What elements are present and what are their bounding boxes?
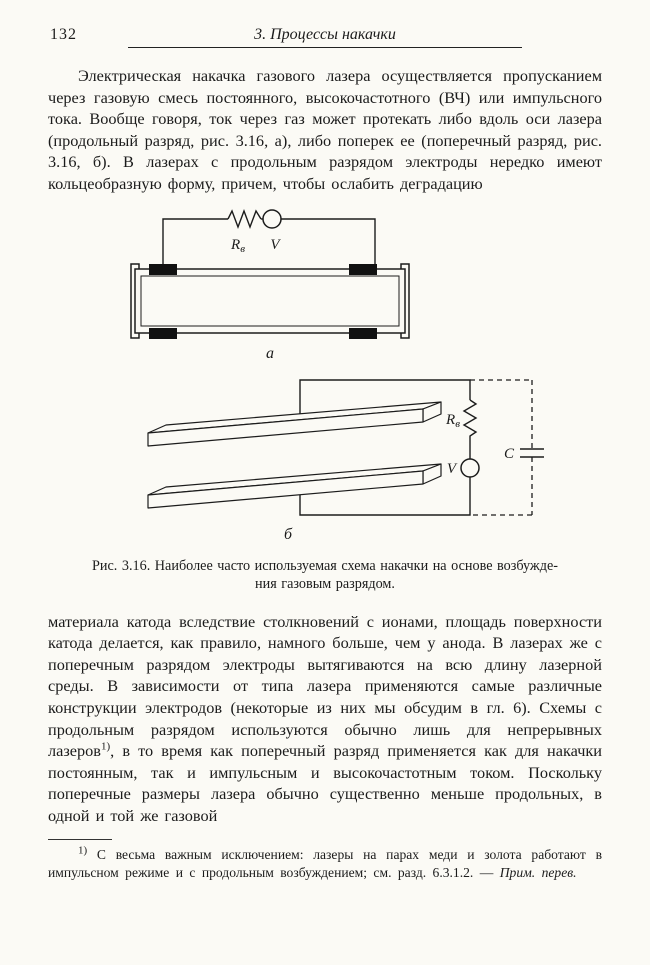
circuit-wires-a xyxy=(163,210,375,265)
footnote-text: С весьма важным исключением: лазеры на парах меди и золота работают в импульсном режиме и с продольным возбуждением; см. разд. 6.3.1.2. — xyxy=(48,846,602,881)
electrode-top-left xyxy=(149,264,177,275)
electrode-bottom-right xyxy=(349,328,377,339)
figure-a-label: а xyxy=(266,344,274,361)
header-rule xyxy=(128,47,522,48)
paragraph-2 xyxy=(48,611,602,827)
footnote xyxy=(48,843,602,883)
footnote-reference: 1) xyxy=(100,740,111,753)
capacitor-icon xyxy=(520,449,544,457)
laser-tube xyxy=(131,264,409,339)
figure-a-diagram xyxy=(129,207,419,361)
footnote-marker: 1) xyxy=(78,843,88,856)
wire-right xyxy=(281,219,375,265)
ballast-resistor-icon-b xyxy=(464,400,476,440)
ballast-resistor-icon xyxy=(228,211,261,227)
running-header: 3. Процессы накачки xyxy=(254,26,396,43)
figure-caption-line2: ния газовым разрядом. xyxy=(255,575,395,592)
wire-left xyxy=(163,219,228,265)
figure-caption-line1: Рис. 3.16. Наиболее часто используемая схема накачки на основе возбужде- xyxy=(92,557,558,574)
paragraph-2-text-cont: , в то время как поперечный разряд применяется как для накачки постоянным, так и импульсным и высокочастотным током. Поскольку поперечные размеры лазера обычно существенно меньше продольных, в одной и той же газовой xyxy=(48,741,602,825)
footnote-rule xyxy=(48,839,112,840)
tube-outer-wall xyxy=(135,269,405,333)
figure-b-diagram xyxy=(140,365,550,543)
electrode-slabs xyxy=(148,402,441,508)
figure-b-label: б xyxy=(283,525,293,543)
footnote-translator-note: Прим. перев. xyxy=(499,865,577,881)
capacitor-label: C xyxy=(503,445,514,462)
electrode-bottom-left xyxy=(149,328,177,339)
page-number: 132 xyxy=(50,26,77,43)
voltage-source-icon xyxy=(263,210,281,228)
voltage-source-icon-b xyxy=(461,459,479,477)
figure-caption xyxy=(48,557,602,593)
paragraph-2-text: материала катода вследствие столкновений с ионами, площадь поверхности катода делается, как правило, намного больше, чем у анода. В лазерах же с поперечным разрядом электроды вытягиваются на всю длину лазерной среды. В зависимости от типа лазера применяются самые различные конструкции электродов (некоторые из них мы обсудим в гл. 6). Схемы с продольным разрядом используются обычно лишь для непрерывных лазеров xyxy=(48,611,602,761)
resistor-label-b: $R_в$ xyxy=(446,411,460,430)
voltage-label-a: V xyxy=(270,236,280,253)
paragraph-1: Электрическая накачка газового лазера осуществляется пропусканием через газовую смесь постоянного, высокочастотного (ВЧ) или импульсного тока. Вообще говоря, ток через газ может протекать либо вдоль оси лазера (продольный разряд, рис. 3.16, а), либо поперек ее (поперечный разряд, рис. 3.16, б). В лазерах с продольным разрядом электроды нередко имеют кольцеобразную форму, причем, чтобы ослабить деградацию xyxy=(48,66,602,193)
electrode-top-right xyxy=(349,264,377,275)
resistor-label-a: $R_в$ xyxy=(231,236,245,255)
page-header xyxy=(48,26,602,50)
dashed-capacitor-branch xyxy=(470,380,532,515)
voltage-label-b: V xyxy=(446,460,456,477)
